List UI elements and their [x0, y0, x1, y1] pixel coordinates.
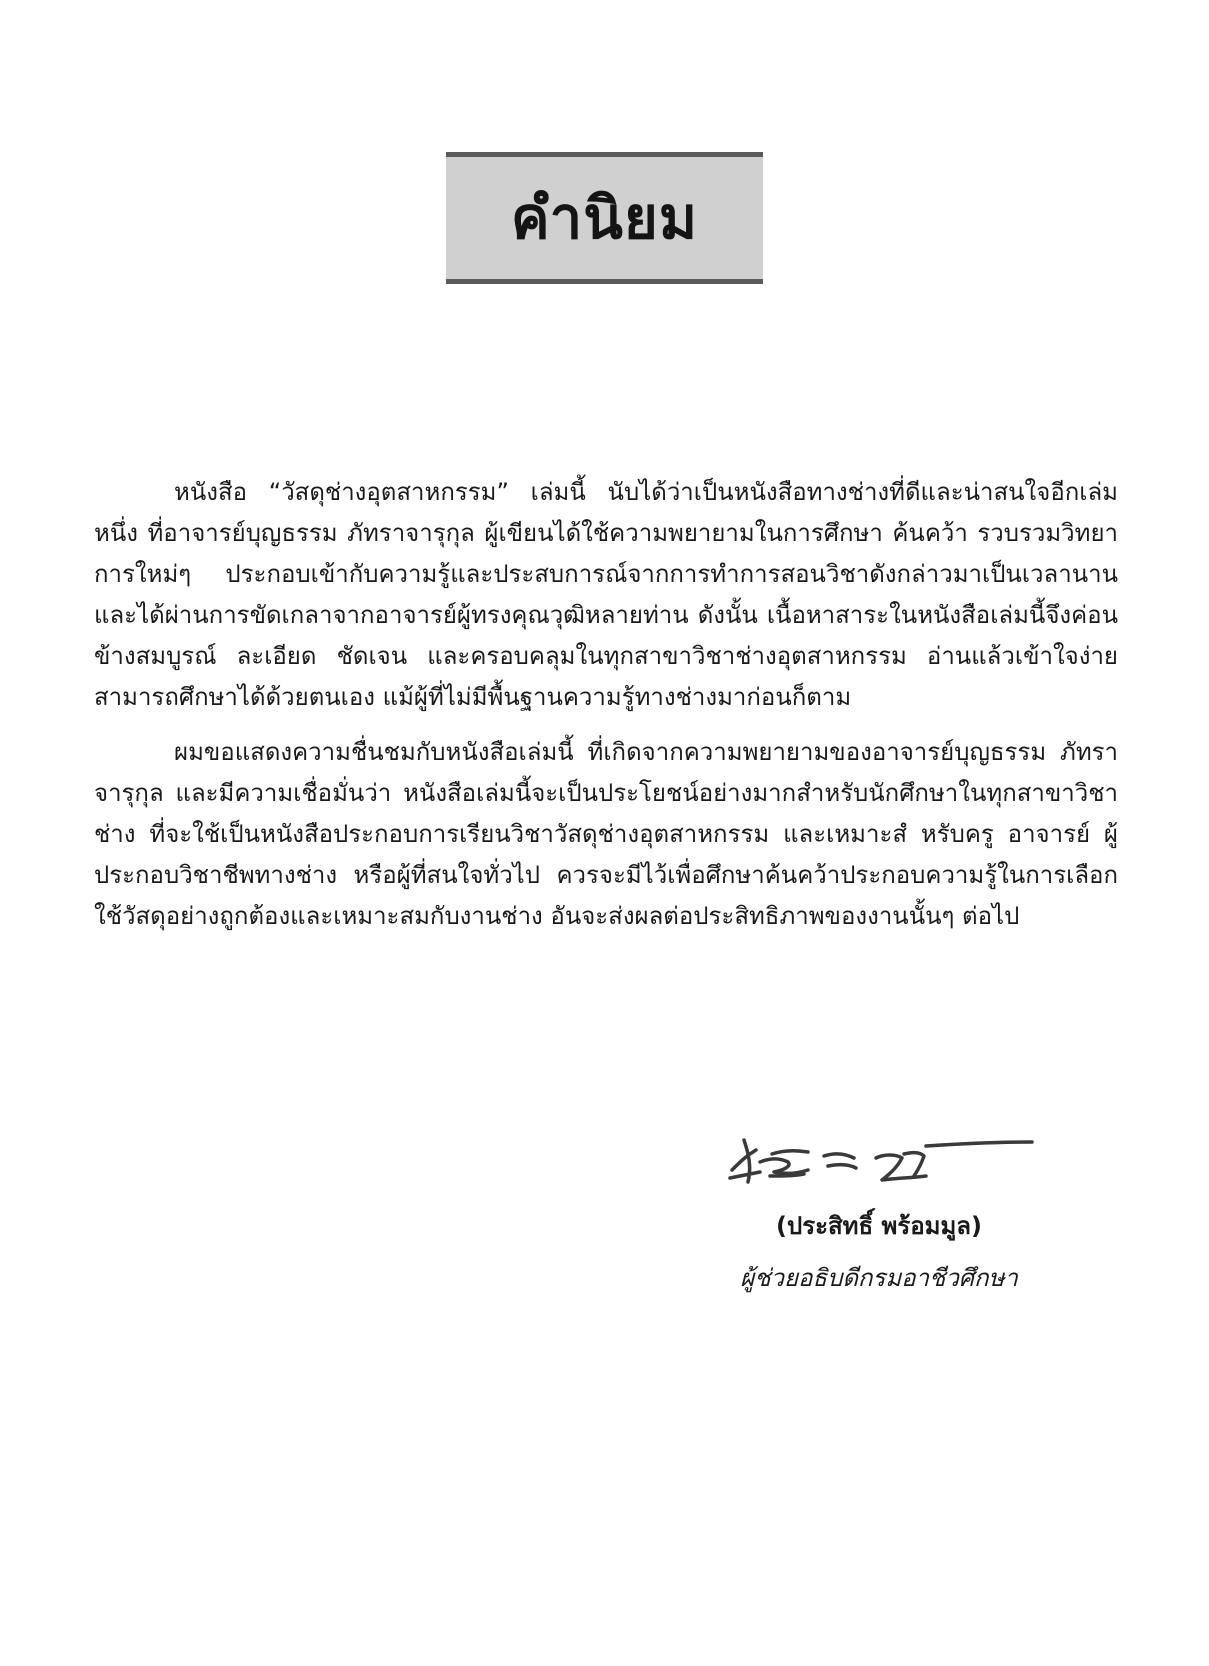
signer-name: (ประสิทธิ์ พร้อมมูล) — [776, 1212, 982, 1240]
page-title: คำนิยม — [510, 184, 699, 252]
paragraph-2: ผมขอแสดงความชื่นชมกับหนังสือเล่มนี้ ที่เกิดจากความพยายามของอาจารย์บุญธรรม ภัทราจารุกุล และมีความเชื่อมั่นว่า หนังสือเล่มนี้จะเป็นประโยชน์อย่างมากสำหรับนักศึกษาในทุกสาขาวิชาช่าง ที่จะใช้เป็นหนังสือประกอบการเรียนวิชาวัสดุช่างอุตสาหกรรม และเหมาะสํ หรับครู อาจารย์ ผู้ประกอบวิชาชีพทางช่าง หรือผู้ที่สนใจทั่วไป ควรจะมีไว้เพื่อศึกษาค้นคว้าประกอบความรู้ในการเลือกใช้วัสดุอย่างถูกต้องและเหมาะสมกับงานช่าง อันจะส่งผลต่อประสิทธิภาพของงานนั้นๆ ต่อไป — [94, 738, 1118, 930]
paragraph-1: หนังสือ “วัสดุช่างอุตสาหกรรม” เล่มนี้ นับได้ว่าเป็นหนังสือทางช่างที่ดีและน่าสนใจอีกเล่มหนึ่ง ที่อาจารย์บุญธรรม ภัทราจารุกุล ผู้เขียนได้ใช้ความพยายามในการศึกษา ค้นคว้า รวบรวมวิทยาการใหม่ๆ ประกอบเข้ากับความรู้และประสบการณ์จากการทำการสอนวิชาดังกล่าวมาเป็นเวลานาน และได้ผ่านการขัดเกลาจากอาจารย์ผู้ทรงคุณวุฒิหลายท่าน ดังนั้น เนื้อหาสาระในหนังสือเล่มนี้จึงค่อนข้างสมบูรณ์ ละเอียด ชัดเจน และครอบคลุมในทุกสาขาวิชาช่างอุตสาหกรรม อ่านแล้วเข้าใจง่าย สามารถศึกษาได้ด้วยตนเอง แม้ผู้ที่ไม่มีพื้นฐานความรู้ทางช่างมาก่อนก็ตาม — [94, 478, 1118, 711]
signer-position: ผู้ช่วยอธิบดีกรมอาชีวศึกษา — [740, 1264, 1018, 1292]
title-box — [446, 152, 763, 284]
signature-icon — [726, 1132, 1036, 1190]
foreword-body — [94, 472, 1118, 951]
